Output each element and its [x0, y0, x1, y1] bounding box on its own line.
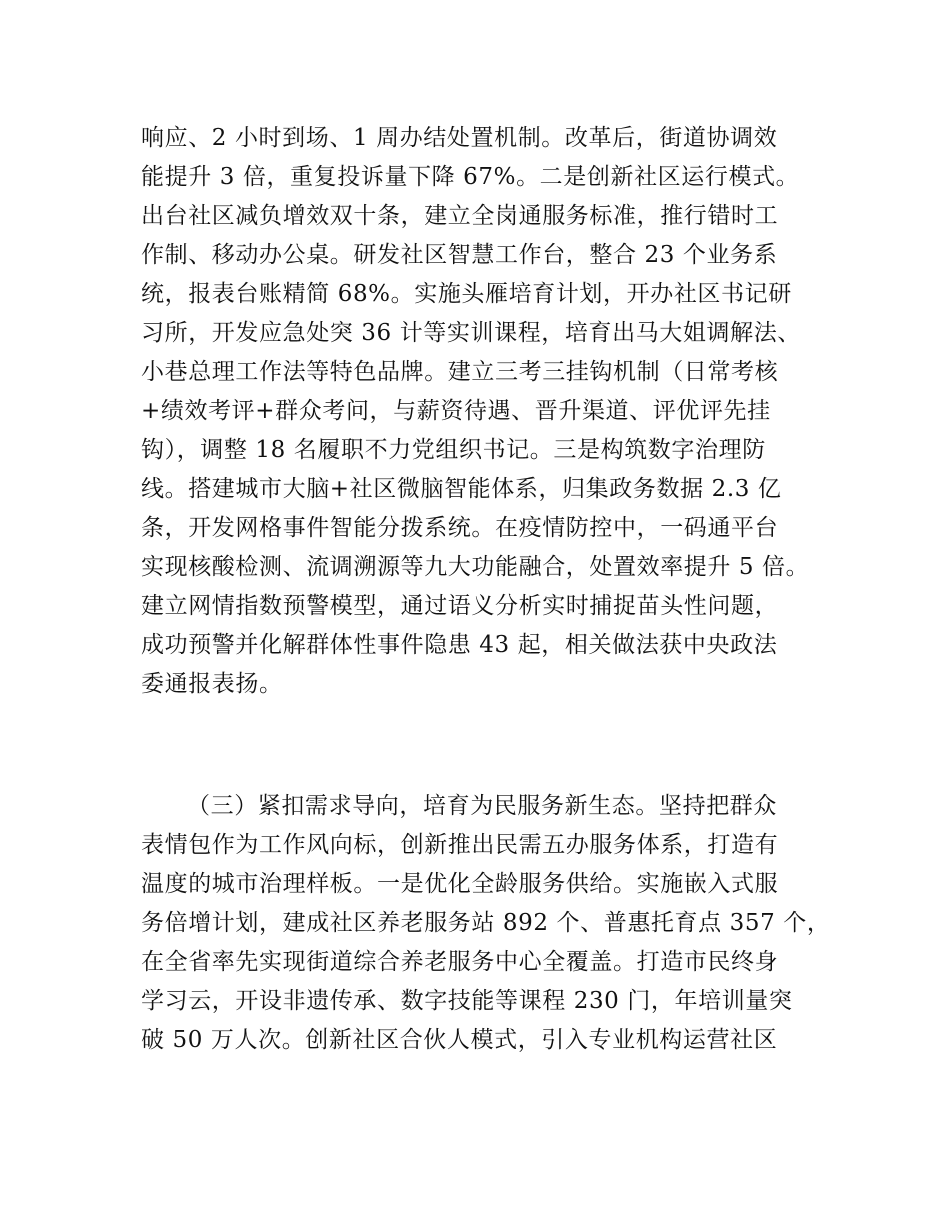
text-line: 统，报表台账精简 68%。实施头雁培育计划，开办社区书记研: [141, 281, 792, 307]
text-line: +绩效考评+群众考问，与薪资待遇、晋升渠道、评优评先挂: [141, 398, 771, 424]
text-line: 委通报表扬。: [141, 671, 283, 697]
text-line: 能提升 3 倍，重复投诉量下降 67%。二是创新社区运行模式。: [141, 164, 800, 190]
paragraph-2: [141, 787, 831, 1060]
text-line: 实现核酸检测、流调溯源等九大功能融合，处置效率提升 5 倍。: [141, 554, 810, 580]
text-line: 线。搭建城市大脑+社区微脑智能体系，归集政务数据 2.3 亿: [141, 476, 782, 502]
text-line: 破 50 万人次。创新社区合伙人模式，引入专业机构运营社区: [141, 1027, 778, 1053]
text-line: 条，开发网格事件智能分拨系统。在疫情防控中，一码通平台: [141, 515, 779, 541]
text-line: 出台社区减负增效双十条，建立全岗通服务标准，推行错时工: [141, 203, 779, 229]
text-line: 响应、2 小时到场、1 周办结处置机制。改革后，街道协调效: [141, 125, 778, 151]
text-line: 温度的城市治理样板。一是优化全龄服务供给。实施嵌入式服: [141, 871, 779, 897]
text-line: 作制、移动办公桌。研发社区智慧工作台，整合 23 个业务系: [141, 242, 778, 268]
text-line: 务倍增计划，建成社区养老服务站 892 个、普惠托育点 357 个，: [141, 910, 831, 936]
text-line: 建立网情指数预警模型，通过语义分析实时捕捉苗头性问题，: [141, 593, 779, 619]
text-line: 钩），调整 18 名履职不力党组织书记。三是构筑数字治理防: [141, 437, 766, 463]
text-line: 成功预警并化解群体性事件隐患 43 起，相关做法获中央政法: [141, 632, 778, 658]
text-line: 学习云，开设非遗传承、数字技能等课程 230 门，年培训量突: [141, 988, 793, 1014]
text-line: 在全省率先实现街道综合养老服务中心全覆盖。打造市民终身: [141, 949, 779, 975]
section-heading-line: （三）紧扣需求导向，培育为民服务新生态。坚持把群众: [187, 793, 777, 819]
text-line: 表情包作为工作风向标，创新推出民需五办服务体系，打造有: [141, 832, 779, 858]
text-line: 习所，开发应急处突 36 计等实训课程，培育出马大姐调解法、: [141, 320, 801, 346]
text-line: 小巷总理工作法等特色品牌。建立三考三挂钩机制（日常考核: [141, 359, 779, 385]
paragraph-1: [141, 119, 821, 704]
